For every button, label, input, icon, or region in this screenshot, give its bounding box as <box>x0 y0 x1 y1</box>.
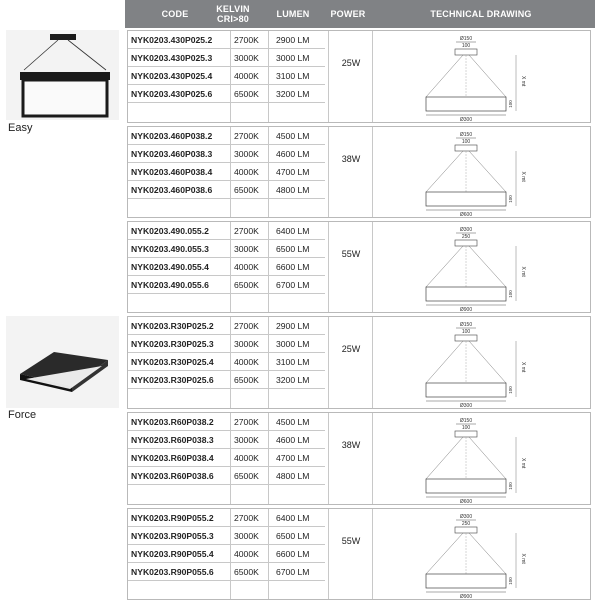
cell-code: NYK0203.430P025.2 <box>131 35 213 45</box>
cell-code: NYK0203.460P038.3 <box>131 149 213 159</box>
depth-label: 100 <box>508 195 513 203</box>
cell-code: NYK0203.R60P038.3 <box>131 435 214 445</box>
spec-rows <box>128 509 325 599</box>
table-row <box>128 563 325 581</box>
table-row <box>128 467 325 485</box>
table-row <box>128 527 325 545</box>
cell-kelvin: 3000K <box>234 339 259 349</box>
suspension-cable <box>426 341 463 383</box>
cell-kelvin: 6500K <box>234 471 259 481</box>
power-value: 25W <box>341 344 361 354</box>
technical-drawing <box>374 224 589 312</box>
spec-group <box>127 412 591 505</box>
lamp-body <box>426 574 506 588</box>
column-divider <box>372 222 373 312</box>
power-value: 38W <box>341 154 361 164</box>
cell-lumen: 4500 LM <box>276 131 310 141</box>
cell-code: NYK0203.R60P038.2 <box>131 417 214 427</box>
pendant-drawing-svg <box>374 511 589 599</box>
column-divider <box>372 509 373 599</box>
depth-label: 100 <box>508 482 513 490</box>
cell-kelvin: 2700K <box>234 35 259 45</box>
canopy-diameter-label: Ø300 <box>459 514 473 520</box>
cell-lumen: 3000 LM <box>276 53 310 63</box>
height-label: X mt <box>520 266 526 277</box>
lamp-body <box>426 383 506 397</box>
column-divider <box>328 127 329 217</box>
table-row <box>128 335 325 353</box>
product-image-force <box>6 316 119 408</box>
pendant-drawing-svg <box>374 129 589 217</box>
table-row <box>128 31 325 49</box>
cell-kelvin: 4000K <box>234 262 259 272</box>
table-row <box>128 371 325 389</box>
cell-lumen: 6700 LM <box>276 280 310 290</box>
suspension-cable <box>426 437 463 479</box>
spec-rows <box>128 127 325 217</box>
suspension-cable <box>426 55 463 97</box>
lamp-diameter-label: Ø600 <box>459 212 473 217</box>
column-divider <box>230 413 231 504</box>
column-divider <box>230 31 231 122</box>
spec-group <box>127 126 591 218</box>
lamp-diameter-label: Ø300 <box>459 117 473 122</box>
cell-kelvin: 3000K <box>234 531 259 541</box>
height-label: X mt <box>520 362 526 373</box>
cell-code: NYK0203.430P025.3 <box>131 53 213 63</box>
suspension-cable <box>426 246 463 287</box>
height-label: X mt <box>520 553 526 564</box>
canopy-shape <box>455 49 477 55</box>
table-row <box>128 127 325 145</box>
lamp-body <box>426 479 506 493</box>
empty-row <box>128 294 325 312</box>
canopy-shape <box>455 431 477 437</box>
cell-kelvin: 4000K <box>234 549 259 559</box>
lamp-diameter-label: Ø900 <box>459 594 473 599</box>
pendant-drawing-svg <box>374 224 589 312</box>
cell-code: NYK0203.430P025.4 <box>131 71 213 81</box>
header-power: POWER <box>330 9 366 19</box>
table-row <box>128 353 325 371</box>
lamp-body <box>426 97 506 111</box>
column-divider <box>230 222 231 312</box>
cell-kelvin: 3000K <box>234 435 259 445</box>
spec-rows <box>128 222 325 312</box>
cell-code: NYK0203.490.055.2 <box>131 226 209 236</box>
cell-code: NYK0203.R90P055.2 <box>131 513 214 523</box>
depth-label: 100 <box>508 386 513 394</box>
pendant-drawing-svg <box>374 319 589 408</box>
header-code: CODE <box>161 9 189 19</box>
cell-lumen: 4800 LM <box>276 185 310 195</box>
column-divider <box>268 222 269 312</box>
height-label: X mt <box>520 76 526 87</box>
power-value: 55W <box>341 249 361 259</box>
column-divider <box>328 413 329 504</box>
pendant-drawing-svg <box>374 33 589 122</box>
lamp-body <box>426 192 506 206</box>
height-label: X mt <box>520 458 526 469</box>
cell-lumen: 6400 LM <box>276 513 310 523</box>
table-row <box>128 145 325 163</box>
cell-lumen: 6500 LM <box>276 244 310 254</box>
canopy-shape <box>455 145 477 151</box>
cell-code: NYK0203.460P038.4 <box>131 167 213 177</box>
cell-code: NYK0203.R60P038.4 <box>131 453 214 463</box>
cell-kelvin: 3000K <box>234 53 259 63</box>
empty-row <box>128 199 325 217</box>
empty-row <box>128 485 325 503</box>
table-row <box>128 413 325 431</box>
cell-lumen: 4600 LM <box>276 149 310 159</box>
cell-code: NYK0203.R30P025.4 <box>131 357 214 367</box>
height-label: X mt <box>520 171 526 182</box>
product-image-easy <box>6 30 119 120</box>
spec-rows <box>128 413 325 503</box>
canopy-diameter-label: Ø300 <box>459 227 473 233</box>
lamp-diameter-label: Ø300 <box>459 403 473 408</box>
depth-label: 100 <box>508 290 513 298</box>
cell-lumen: 2900 LM <box>276 35 310 45</box>
product-label-force: Force <box>8 409 37 421</box>
cell-kelvin: 2700K <box>234 131 259 141</box>
canopy-diameter-label: Ø150 <box>459 132 473 138</box>
column-divider <box>268 127 269 217</box>
canopy-shape <box>455 240 477 246</box>
cell-kelvin: 2700K <box>234 321 259 331</box>
header-lumen: LUMEN <box>276 9 310 19</box>
header-technical-drawing: TECHNICAL DRAWING <box>430 9 532 19</box>
canopy-width-label: 250 <box>461 234 471 240</box>
depth-label: 100 <box>508 577 513 585</box>
cell-lumen: 6600 LM <box>276 262 310 272</box>
lamp-diameter-label: Ø900 <box>459 307 473 312</box>
cell-lumen: 4500 LM <box>276 417 310 427</box>
cell-kelvin: 4000K <box>234 167 259 177</box>
cell-code: NYK0203.R30P025.2 <box>131 321 214 331</box>
column-divider <box>268 317 269 408</box>
table-row <box>128 181 325 199</box>
table-row <box>128 431 325 449</box>
empty-row <box>128 389 325 407</box>
cell-lumen: 6600 LM <box>276 549 310 559</box>
cell-code: NYK0203.R90P055.4 <box>131 549 214 559</box>
cell-kelvin: 3000K <box>234 149 259 159</box>
cell-kelvin: 3000K <box>234 244 259 254</box>
table-row <box>128 545 325 563</box>
suspension-cable <box>469 55 506 97</box>
column-divider <box>372 31 373 122</box>
column-divider <box>372 413 373 504</box>
cell-lumen: 3100 LM <box>276 357 310 367</box>
spec-group <box>127 221 591 313</box>
cell-lumen: 2900 LM <box>276 321 310 331</box>
canopy-width-label: 100 <box>461 43 471 49</box>
empty-row <box>128 103 325 121</box>
cell-code: NYK0203.R60P038.6 <box>131 471 214 481</box>
column-divider <box>268 31 269 122</box>
column-divider <box>328 222 329 312</box>
table-row <box>128 67 325 85</box>
cell-lumen: 6400 LM <box>276 226 310 236</box>
column-divider <box>230 509 231 599</box>
canopy-width-label: 250 <box>461 521 471 527</box>
cell-code: NYK0203.490.055.3 <box>131 244 209 254</box>
column-divider <box>372 127 373 217</box>
spec-group <box>127 316 591 409</box>
cell-kelvin: 6500K <box>234 567 259 577</box>
suspension-cable <box>469 151 506 192</box>
table-row <box>128 85 325 103</box>
canopy-shape <box>455 335 477 341</box>
cell-kelvin: 6500K <box>234 375 259 385</box>
technical-drawing <box>374 33 589 122</box>
cell-kelvin: 4000K <box>234 357 259 367</box>
canopy-width-label: 100 <box>461 329 471 335</box>
cell-lumen: 6500 LM <box>276 531 310 541</box>
power-value: 38W <box>341 440 361 450</box>
cell-code: NYK0203.R90P055.3 <box>131 531 214 541</box>
spec-group <box>127 508 591 600</box>
table-row <box>128 509 325 527</box>
lamp-body <box>426 287 506 301</box>
cell-kelvin: 4000K <box>234 71 259 81</box>
cell-code: NYK0203.R30P025.3 <box>131 339 214 349</box>
column-divider <box>268 413 269 504</box>
column-divider <box>328 317 329 408</box>
column-divider <box>328 509 329 599</box>
canopy-width-label: 100 <box>461 425 471 431</box>
column-divider <box>328 31 329 122</box>
technical-drawing <box>374 319 589 408</box>
cell-kelvin: 2700K <box>234 417 259 427</box>
column-divider <box>230 317 231 408</box>
empty-row <box>128 581 325 599</box>
cell-lumen: 3200 LM <box>276 89 310 99</box>
table-row <box>128 258 325 276</box>
cell-kelvin: 6500K <box>234 89 259 99</box>
canopy-diameter-label: Ø150 <box>459 322 473 328</box>
column-divider <box>372 317 373 408</box>
power-value: 55W <box>341 536 361 546</box>
depth-label: 100 <box>508 100 513 108</box>
cell-lumen: 4600 LM <box>276 435 310 445</box>
cell-code: NYK0203.460P038.2 <box>131 131 213 141</box>
canopy-width-label: 100 <box>461 139 471 145</box>
canopy-diameter-label: Ø150 <box>459 36 473 42</box>
cell-lumen: 4700 LM <box>276 453 310 463</box>
table-header <box>125 0 595 28</box>
header-kelvin: KELVIN CRI>80 <box>216 4 250 24</box>
spec-group <box>127 30 591 123</box>
cell-kelvin: 6500K <box>234 280 259 290</box>
table-row <box>128 163 325 181</box>
suspension-cable <box>469 533 506 574</box>
spec-rows <box>128 31 325 121</box>
cell-code: NYK0203.490.055.4 <box>131 262 209 272</box>
suspension-cable <box>469 246 506 287</box>
column-divider <box>268 509 269 599</box>
cell-lumen: 4800 LM <box>276 471 310 481</box>
pendant-drawing-svg <box>374 415 589 504</box>
suspension-cable <box>426 151 463 192</box>
table-row <box>128 317 325 335</box>
cell-lumen: 6700 LM <box>276 567 310 577</box>
suspension-cable <box>426 533 463 574</box>
cell-kelvin: 6500K <box>234 185 259 195</box>
product-label-easy: Easy <box>8 122 33 134</box>
suspension-cable <box>469 341 506 383</box>
table-row <box>128 449 325 467</box>
cell-lumen: 3100 LM <box>276 71 310 81</box>
cell-lumen: 4700 LM <box>276 167 310 177</box>
spec-rows <box>128 317 325 407</box>
cell-kelvin: 2700K <box>234 513 259 523</box>
cell-code: NYK0203.R30P025.6 <box>131 375 214 385</box>
technical-drawing <box>374 415 589 504</box>
cell-code: NYK0203.R90P055.6 <box>131 567 214 577</box>
table-row <box>128 276 325 294</box>
cell-lumen: 3200 LM <box>276 375 310 385</box>
cell-lumen: 3000 LM <box>276 339 310 349</box>
cell-kelvin: 4000K <box>234 453 259 463</box>
table-row <box>128 222 325 240</box>
power-value: 25W <box>341 58 361 68</box>
column-divider <box>230 127 231 217</box>
canopy-shape <box>455 527 477 533</box>
technical-drawing <box>374 129 589 217</box>
cell-kelvin: 2700K <box>234 226 259 236</box>
canopy-diameter-label: Ø150 <box>459 418 473 424</box>
lamp-diameter-label: Ø600 <box>459 499 473 504</box>
suspension-cable <box>469 437 506 479</box>
cell-code: NYK0203.460P038.6 <box>131 185 213 195</box>
table-row <box>128 240 325 258</box>
technical-drawing <box>374 511 589 599</box>
table-row <box>128 49 325 67</box>
cell-code: NYK0203.430P025.6 <box>131 89 213 99</box>
cell-code: NYK0203.490.055.6 <box>131 280 209 290</box>
